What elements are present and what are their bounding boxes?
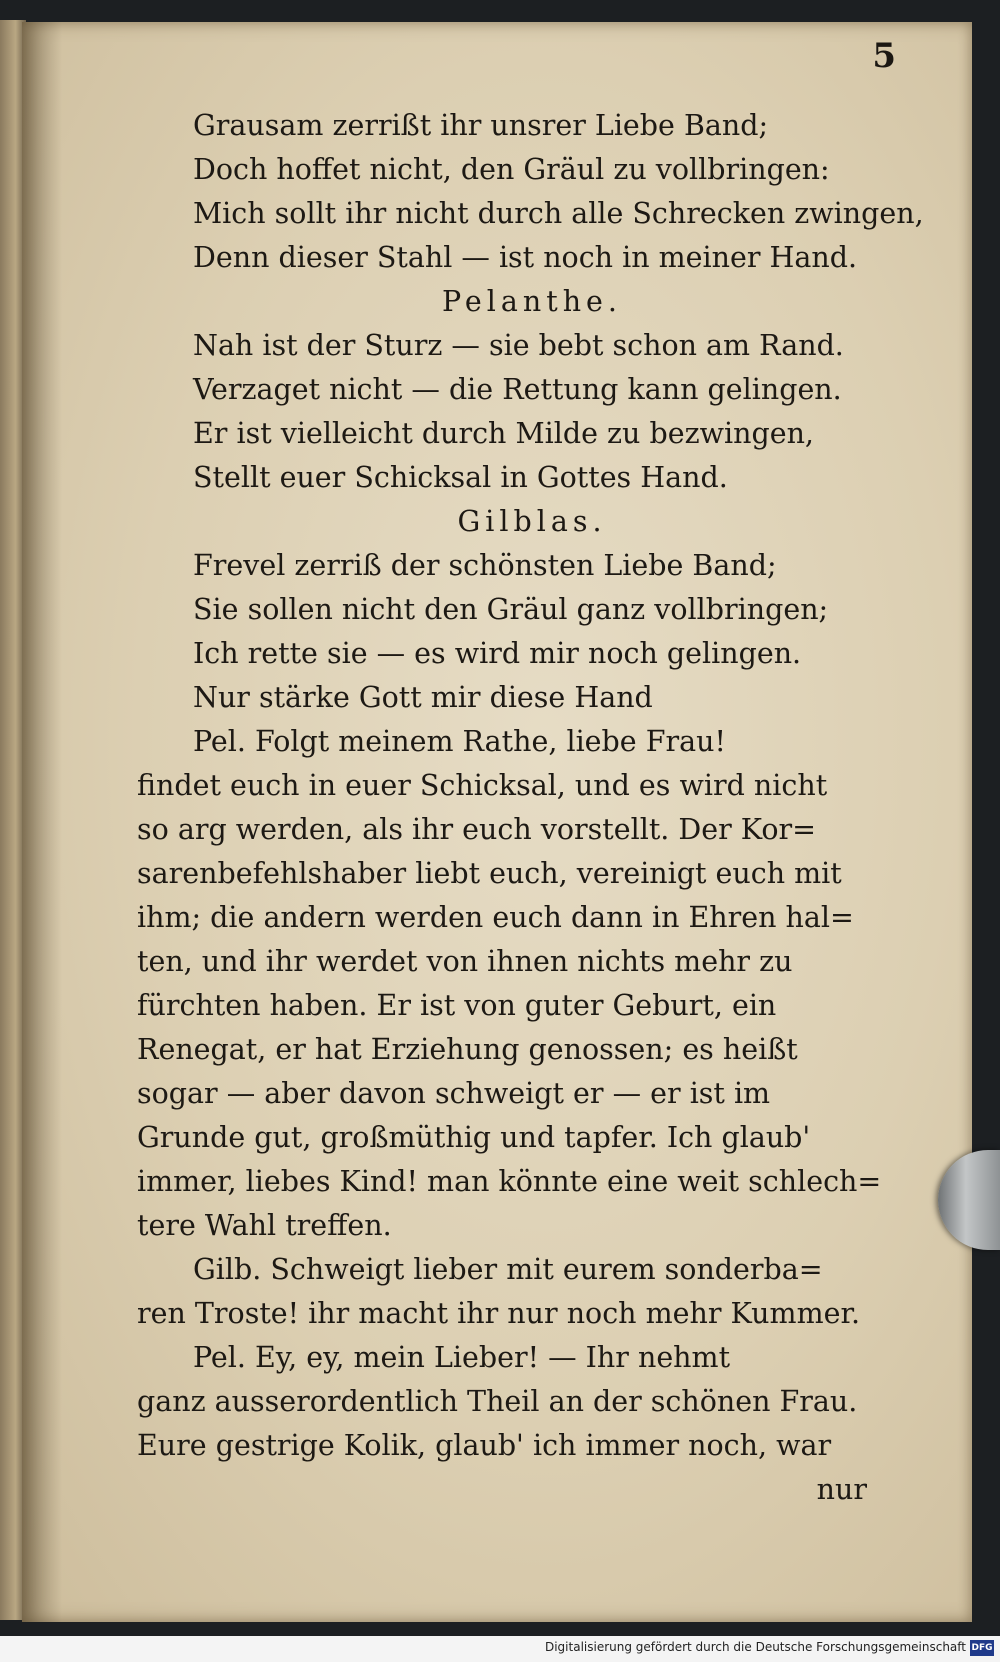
verse-line: Stellt euer Schicksal in Gottes Hand. (193, 461, 728, 494)
dfg-logo: DFG (970, 1640, 994, 1656)
footer-credit: Digitalisierung gefördert durch die Deutsche Forschungsgemeinschaft (544, 1640, 966, 1654)
book-page (22, 22, 972, 1622)
prose-line: Pel. Folgt meinem Rathe, liebe Frau! (193, 725, 726, 758)
prose-line: ten, und ihr werdet von ihnen nichts mehr zu (137, 945, 793, 978)
prose-line: ren Troste! ihr macht ihr nur noch mehr Kummer. (137, 1297, 861, 1330)
prose-line: Grunde gut, großmüthig und tapfer. Ich glaub' (137, 1121, 811, 1154)
verse-line: Frevel zerriß der schönsten Liebe Band; (193, 549, 777, 582)
prose-line: Gilb. Schweigt lieber mit eurem sonderba= (193, 1253, 823, 1286)
verse-line: Mich sollt ihr nicht durch alle Schrecken zwingen, (193, 197, 924, 230)
prose-line: Pel. Ey, ey, mein Lieber! — Ihr nehmt (193, 1341, 731, 1374)
prose-line: sarenbefehlshaber liebt euch, vereinigt euch mit (137, 857, 842, 890)
verse-line: Grausam zerrißt ihr unsrer Liebe Band; (193, 109, 769, 142)
prose-line: so arg werden, als ihr euch vorstellt. Der Kor= (137, 813, 816, 846)
verse-line: Sie sollen nicht den Gräul ganz vollbringen; (193, 593, 829, 626)
catchword: nur (816, 1473, 867, 1506)
prose-line: immer, liebes Kind! man könnte eine weit schlech= (137, 1165, 882, 1198)
verse-line: Nur stärke Gott mir diese Hand (193, 681, 653, 714)
verse-line: Ich rette sie — es wird mir noch gelingen. (193, 637, 802, 670)
prose-line: ihm; die andern werden euch dann in Ehren hal= (137, 901, 854, 934)
verse-line: Denn dieser Stahl — ist noch in meiner Hand. (193, 241, 858, 274)
footer-bar (0, 1636, 1000, 1662)
verse-line: Er ist vielleicht durch Milde zu bezwingen, (193, 417, 814, 450)
prose-line: fürchten haben. Er ist von guter Geburt, ein (137, 989, 777, 1022)
prose-line: ganz ausserordentlich Theil an der schönen Frau. (137, 1385, 858, 1418)
prose-line: Eure gestrige Kolik, glaub' ich immer noch, war (137, 1429, 832, 1462)
verse-line: Doch hoffet nicht, den Gräul zu vollbringen: (193, 153, 830, 186)
page-number: 5 (872, 36, 896, 76)
prose-line: tere Wahl treffen. (137, 1209, 392, 1242)
verse-line: Verzaget nicht — die Rettung kann gelingen. (193, 373, 842, 406)
prose-line: Renegat, er hat Erziehung genossen; es heißt (137, 1033, 798, 1066)
speaker-heading: Pelanthe. (442, 285, 622, 318)
verse-line: Nah ist der Sturz — sie bebt schon am Rand. (193, 329, 844, 362)
prose-line: sogar — aber davon schweigt er — er ist im (137, 1077, 771, 1110)
prose-line: findet euch in euer Schicksal, und es wird nicht (137, 769, 828, 802)
speaker-heading: Gilblas. (457, 505, 607, 538)
page-gutter-shadow (22, 22, 62, 1622)
page-text (137, 104, 924, 1512)
